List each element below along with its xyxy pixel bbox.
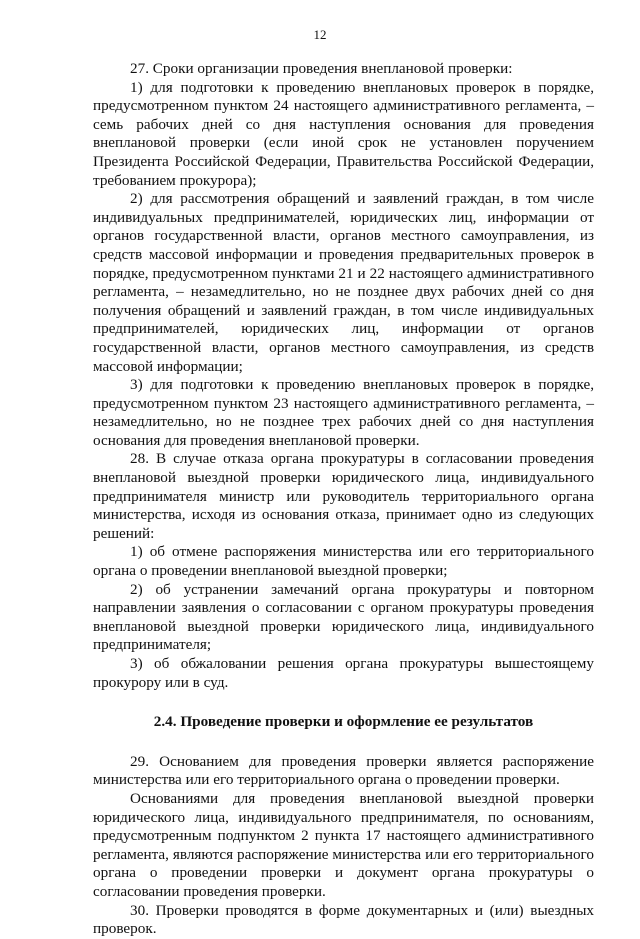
paragraph-28-item-3: 3) об обжаловании решения органа прокуратуры вышестоящему прокурору или в суд. xyxy=(93,655,594,691)
paragraph-28-item-1: 1) об отмене распоряжения министерства или его территориального органа о проведении внеплановой выездной проверки; xyxy=(93,543,594,580)
paragraph-28-item-2: 2) об устранении замечаний органа прокуратуры и повторном направлении заявления о согласовании с органом прокуратуры проведения внеплановой выездной проверки юридического лица, индивидуального предпринимателя; xyxy=(93,580,594,654)
paragraph-27-item-2: 2) для рассмотрения обращений и заявлений граждан, в том числе индивидуальных предпринимателей, юридических лиц, информации от органов государственной власти, органов местного самоуправления, из средств массовой информации и проведения предварительных проверок в порядке, предусмотренном пунктами 21 и 22 настоящего административного регламента, – незамедлительно, но не позднее двух рабочих дней со дня получения обращений и заявлений граждан, в том числе индивидуальных предпринимателей, юридических лиц, информации от органов государственной власти, органов местного самоуправления, из средств массовой информации; xyxy=(93,190,594,375)
paragraph-30: 30. Проверки проводятся в форме документарных и (или) выездных проверок. xyxy=(93,901,594,938)
paragraph-28-intro: 28. В случае отказа органа прокуратуры в согласовании проведения внеплановой выездной проверки юридического лица, индивидуального предпринимателя министр или руководитель территориального органа министерства, исходя из основания отказа, принимает одно из следующих решений: xyxy=(93,450,594,542)
paragraph-27-item-1: 1) для подготовки к проведению внеплановых проверок в порядке, предусмотренном пунктом 24 настоящего административного регламента, – семь рабочих дней со дня наступления основания для проведения внеплановой проверки (если иной срок не установлен поручением Президента Российской Федерации, Правительства Российской Федерации, требованием прокурора); xyxy=(93,78,594,189)
section-heading: 2.4. Проведение проверки и оформление ее результатов xyxy=(153,713,534,731)
page-number: 12 xyxy=(313,27,327,42)
paragraph-29: 29. Основанием для проведения проверки является распоряжение министерства или его территориального органа о проведении проверки. xyxy=(93,752,594,789)
paragraph-29-grounds: Основаниями для проведения внеплановой выездной проверки юридического лица, индивидуального предпринимателя, по основаниям, предусмотренным подпунктом 2 пункта 17 настоящего административного регламента, являются распоряжение министерства или его территориального органа о проведении проверки и документ органа прокуратуры о согласовании проведения проверки. xyxy=(93,789,594,900)
paragraph-27-item-3: 3) для подготовки к проведению внеплановых проверок в порядке, предусмотренном пунктом 23 настоящего административного регламента, – незамедлительно, но не позднее трех рабочих дней со дня наступления основания для проведения внеплановой проверки. xyxy=(93,376,594,449)
paragraph-27-title: 27. Сроки организации проведения внеплановой проверки: xyxy=(130,60,513,77)
document-body xyxy=(93,60,594,939)
